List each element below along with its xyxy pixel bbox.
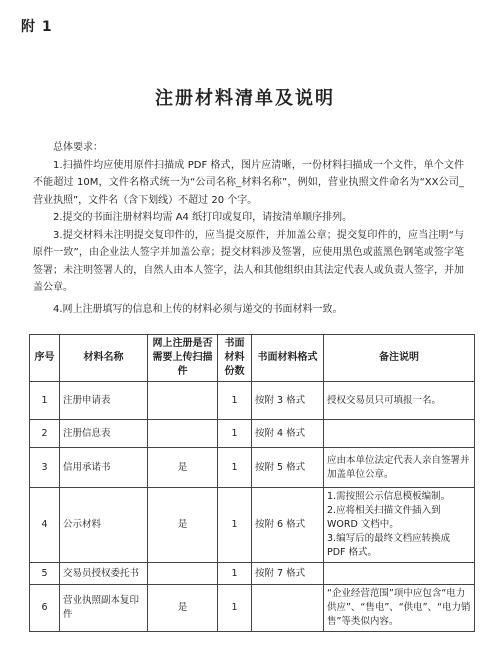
table-row (30, 563, 475, 585)
cell-name: 营业执照副本复印件 (60, 585, 148, 632)
cell-format: 按附 3 格式 (252, 382, 324, 420)
cell-remarks (324, 563, 475, 585)
cell-no: 5 (30, 563, 60, 585)
cell-copies: 1 (218, 420, 252, 448)
requirement-item-4: 4.网上注册填写的信息和上传的材料必须与递交的书面材料一致。 (53, 303, 343, 315)
cell-upload (148, 420, 218, 448)
cell-copies: 1 (218, 488, 252, 563)
header-copies: 书面材料份数 (218, 335, 252, 382)
cell-format (252, 585, 324, 632)
attachment-label: 附 1 (21, 19, 53, 35)
cell-name: 信用承诺书 (60, 448, 148, 488)
cell-no: 1 (30, 382, 60, 420)
cell-format: 按附 4 格式 (252, 420, 324, 448)
cell-upload: 是 (148, 585, 218, 632)
cell-remarks (324, 448, 475, 488)
cell-copies: 1 (218, 563, 252, 585)
remark-line: 应由本单位法定代表人亲自签署并加盖单位公章。 (327, 454, 470, 480)
cell-upload: 是 (148, 488, 218, 563)
document-title: 注册材料清单及说明 (155, 88, 335, 109)
table-header-row (30, 335, 475, 382)
requirement-item-2: 2.提交的书面注册材料均需 A4 纸打印或复印，请按清单顺序排列。 (53, 212, 353, 223)
cell-name: 交易员授权委托书 (60, 563, 148, 585)
remark-line: 2.应将相关扫描文件插入到 WORD 文档中。 (327, 505, 441, 530)
header-remarks: 备注说明 (324, 335, 475, 382)
header-upload: 网上注册是否需要上传扫描件 (148, 335, 218, 382)
requirement-item-1: 1.扫描件均应使用原件扫描成 PDF 格式，图片应清晰，一份材料扫描成一个文件，单个文件不能超过 10M，文件名格式统一为“公司名称_材料名称”，例如，营业执照文件命名为“XX公司_营业执照”，文件名（含下划线）不超过 20 个字。 (33, 159, 464, 206)
cell-name: 公示材料 (60, 488, 148, 563)
requirements-heading: 总体要求： (53, 142, 103, 153)
remark-line: 授权交易员只可填报一名。 (327, 394, 442, 406)
cell-name: 注册申请表 (60, 382, 148, 420)
cell-remarks (324, 382, 475, 420)
cell-no: 4 (30, 488, 60, 563)
remark-line: 1.需按照公示信息模板编制。 (327, 491, 451, 502)
header-no: 序号 (30, 335, 60, 382)
cell-remarks (324, 585, 475, 632)
table-row (30, 448, 475, 488)
materials-table (29, 334, 475, 632)
table-row (30, 488, 475, 563)
header-format: 书面材料格式 (252, 335, 324, 382)
table-row (30, 585, 475, 632)
cell-no: 2 (30, 420, 60, 448)
general-requirements (33, 139, 464, 318)
cell-no: 6 (30, 585, 60, 632)
cell-format: 按附 5 格式 (252, 448, 324, 488)
header-name: 材料名称 (60, 335, 148, 382)
table-row (30, 382, 475, 420)
cell-remarks (324, 488, 475, 563)
cell-remarks (324, 420, 475, 448)
cell-name: 注册信息表 (60, 420, 148, 448)
remark-line: 3.编写后的最终文档应转换成 PDF 格式。 (327, 533, 451, 558)
cell-format: 按附 7 格式 (252, 563, 324, 585)
cell-copies: 1 (218, 382, 252, 420)
cell-upload (148, 382, 218, 420)
cell-upload (148, 563, 218, 585)
cell-upload: 是 (148, 448, 218, 488)
cell-format: 按附 6 格式 (252, 488, 324, 563)
remark-line: “企业经营范围”项中应包含“电力供应”、“售电”、“供电”、“电力销售”等类似内容。 (327, 588, 471, 627)
cell-copies: 1 (218, 585, 252, 632)
requirement-item-3: 3.提交材料未注明提交复印件的，应当提交原件，并加盖公章；提交复印件的，应当注明“与原件一致”，由企业法人签字并加盖公章；提交材料涉及签署，应使用黑色或蓝黑色钢笔或签字笔签署；未注明签署人的，自然人由本人签字，法人和其他组织由其法定代表人或负责人签字，并加盖公章。 (33, 229, 464, 293)
cell-copies: 1 (218, 448, 252, 488)
cell-no: 3 (30, 448, 60, 488)
table-row (30, 420, 475, 448)
